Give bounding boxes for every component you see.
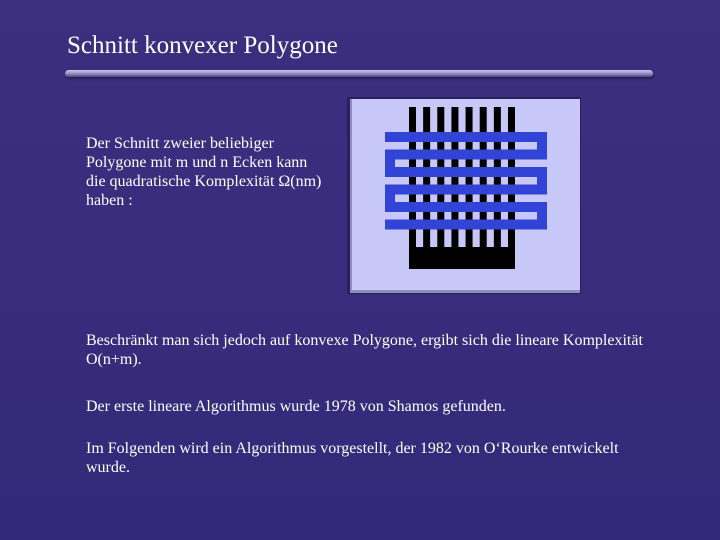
serpentine-bar: [385, 220, 547, 230]
slide-title: Schnitt konvexer Polygone: [67, 32, 338, 59]
intro-text: Der Schnitt zweier beliebiger Polygone mit m und n Ecken kann die quadratische Komplexität Ω(nm) haben :: [86, 135, 322, 209]
title-divider: [65, 70, 653, 77]
paragraph-linear-complexity: Beschränkt man sich jedoch auf konvexe Polygone, ergibt sich die lineare Komplexität O(n+m).: [86, 332, 643, 368]
serpentine-bar: [385, 132, 547, 142]
paragraph-orourke: Im Folgenden wird ein Algorithmus vorgestellt, der 1982 von O‘Rourke entwickelt wurde.: [86, 440, 619, 476]
serpentine-bar: [385, 150, 547, 160]
serpentine-bar: [385, 202, 547, 212]
paragraph-shamos: Der erste lineare Algorithmus wurde 1978 von Shamos gefunden.: [86, 398, 506, 415]
serpentine-bar: [385, 185, 547, 195]
serpentine-bar: [385, 167, 547, 177]
polygon-intersection-figure: [347, 97, 582, 295]
comb-base: [409, 247, 515, 269]
